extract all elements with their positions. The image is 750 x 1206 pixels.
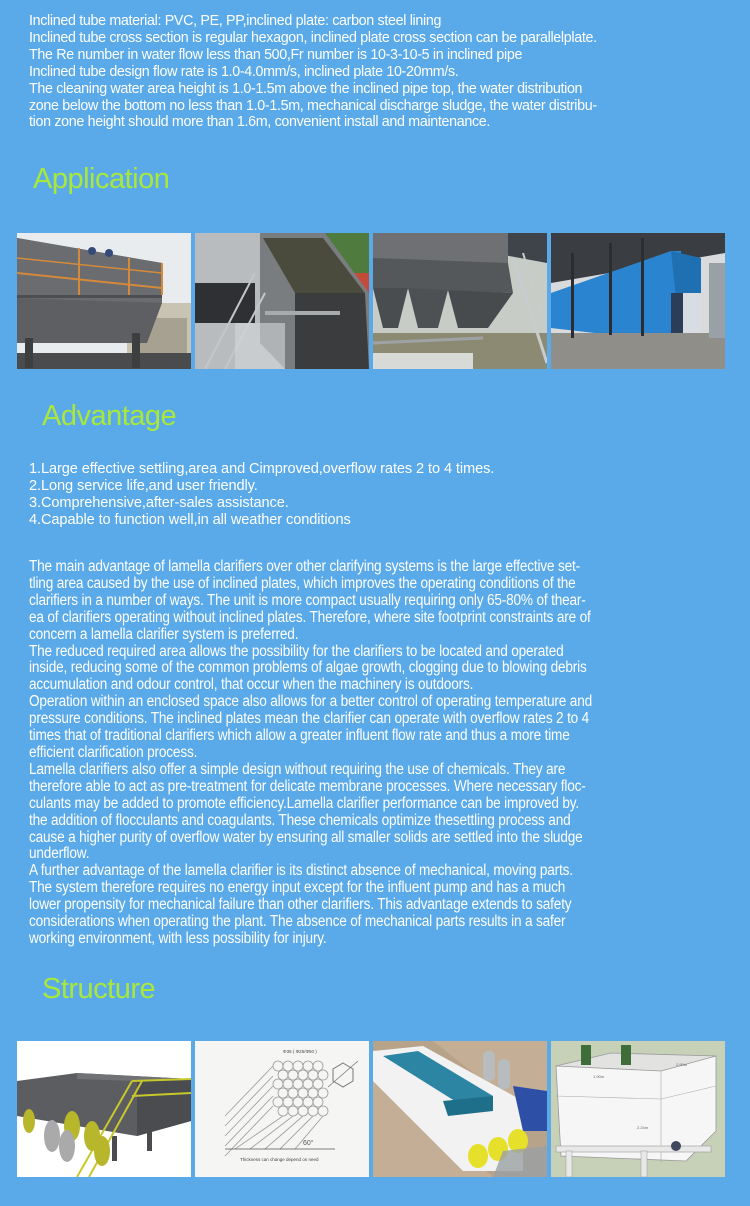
paragraph-line: therefore able to act as pre-treatment for delicate membrane processes. Where necessary floc-: [29, 777, 586, 795]
spec-line: Inclined tube cross section is regular hexagon, inclined plate cross section can be parallelplate.: [29, 28, 597, 46]
paragraph-line: inside, reducing some of the common problems of algae growth, clogging due to blowing debris: [29, 659, 587, 677]
paragraph-line: lower propensity for mechanical failure than other clarifiers. This advantage extends to safety: [29, 896, 572, 914]
advantage-list-item: 1.Large effective settling,area and Cimproved,overflow rates 2 to 4 times.: [29, 461, 495, 477]
spec-line: The Re number in water flow less than 500,Fr number is 10-3-10-5 in inclined pipe: [29, 45, 523, 63]
structure-photo-row: [17, 1041, 725, 1177]
paragraph-line: the addition of flocculants and coagulants. These chemicals optimize thesettling process and: [29, 811, 571, 829]
advantage-list-item: 2.Long service life,and user friendly.: [29, 477, 258, 494]
spec-line: Inclined tube design flow rate is 1.0-4.0mm/s, inclined plate 10-20mm/s.: [29, 62, 459, 80]
height-dimension-label: 2.24m: [637, 1125, 649, 1130]
structure-photo-3: [373, 1041, 547, 1177]
paragraph-line: The main advantage of lamella clarifiers over other clarifying systems is the large effective set-: [29, 558, 580, 575]
paragraph-line: ea of clarifiers operating without inclined plates. Therefore, where site footprint constraints are of: [29, 608, 591, 626]
paragraph-line: efficient clarification process.: [29, 743, 198, 761]
spec-line: The cleaning water area height is 1.0-1.5m above the inclined pipe top, the water distribution: [29, 79, 583, 97]
paragraph-line: concern a lamella clarifier system is preferred.: [29, 625, 299, 643]
diameter-label: Φ35 ( Φ25/Φ50 ): [283, 1049, 317, 1054]
application-photo-1: [17, 233, 191, 369]
advantage-paragraph: [29, 559, 728, 948]
angle-label: 60°: [303, 1140, 314, 1147]
settler-photo-image: [195, 233, 369, 369]
advantage-list-item: 4.Capable to function well,in all weather conditions: [29, 511, 351, 528]
application-photo-row: [17, 233, 725, 369]
paragraph-line: The reduced required area allows the possibility for the clarifiers to be located and operated: [29, 642, 564, 660]
thickness-note: Thickness can change depend on need: [240, 1157, 319, 1162]
structure-photo-2: [195, 1041, 369, 1177]
blue-clarifier-photo-image: [551, 233, 725, 369]
advantage-list-item: 3.Comprehensive,after-sales assistance.: [29, 494, 289, 511]
paragraph-line: underflow.: [29, 845, 90, 863]
paragraph-line: working environment, with less possibility for injury.: [29, 929, 327, 947]
paragraph-line: considerations when operating the plant. The absence of mechanical parts results in a safer: [29, 913, 566, 931]
paragraph-line: clarifiers in a number of ways. The unit is more compact usually requiring only 65-80% of thear-: [29, 591, 586, 609]
spec-text-block: [29, 13, 701, 131]
inclined-tube-diagram-image: [195, 1041, 369, 1177]
paragraph-line: Operation within an enclosed space also allows for a better control of operating temperature and: [29, 693, 592, 711]
spec-line: zone below the bottom no less than 1.0-1.5m, mechanical discharge sludge, the water distribu-: [29, 96, 597, 114]
application-photo-3: [373, 233, 547, 369]
structure-photo-1: [17, 1041, 191, 1177]
width-dimension-label: 1.90m: [593, 1074, 605, 1079]
advantage-list: [29, 461, 494, 529]
paragraph-line: The system therefore requires no energy input except for the influent pump and has a much: [29, 879, 566, 897]
clarifier-render-image: [17, 1041, 191, 1177]
hopper-clarifier-photo-image: [373, 233, 547, 369]
application-heading: Application: [33, 163, 170, 195]
paragraph-line: tling area caused by the use of inclined plates, which improves the operating conditions of the: [29, 574, 576, 592]
paragraph-line: cause a higher purity of overflow water by ensuring all smaller solids are settled into the sludge: [29, 828, 583, 846]
application-photo-2: [195, 233, 369, 369]
advantage-heading: Advantage: [42, 400, 177, 432]
clarifier-3d-render-image: [373, 1041, 547, 1177]
application-photo-4: [551, 233, 725, 369]
paragraph-line: Lamella clarifiers also offer a simple design without requiring the use of chemicals. They are: [29, 760, 566, 778]
spec-line: tion zone height should more than 1.6m, convenient install and maintenance.: [29, 113, 491, 131]
paragraph-line: times that of traditional clarifiers which allow a greater influent flow rate and thus a more time: [29, 727, 570, 745]
paragraph-line: culants may be added to promote efficiency.Lamella clarifier performance can be improved by.: [29, 794, 580, 812]
hopper-tank-render-image: [551, 1041, 725, 1177]
spec-line: Inclined tube material: PVC, PE, PP,inclined plate: carbon steel lining: [29, 12, 442, 29]
paragraph-line: accumulation and odour control, that occur when the machinery is outdoors.: [29, 676, 474, 694]
structure-photo-4: [551, 1041, 725, 1177]
paragraph-line: pressure conditions. The inclined plates mean the clarifier can operate with overflow rates 2 to 4: [29, 710, 590, 728]
clarifier-photo-image: [17, 233, 191, 369]
paragraph-line: A further advantage of the lamella clarifier is its distinct absence of mechanical, moving parts.: [29, 862, 573, 880]
structure-heading: Structure: [42, 973, 156, 1005]
length-dimension-label: 2.50m: [676, 1062, 688, 1067]
